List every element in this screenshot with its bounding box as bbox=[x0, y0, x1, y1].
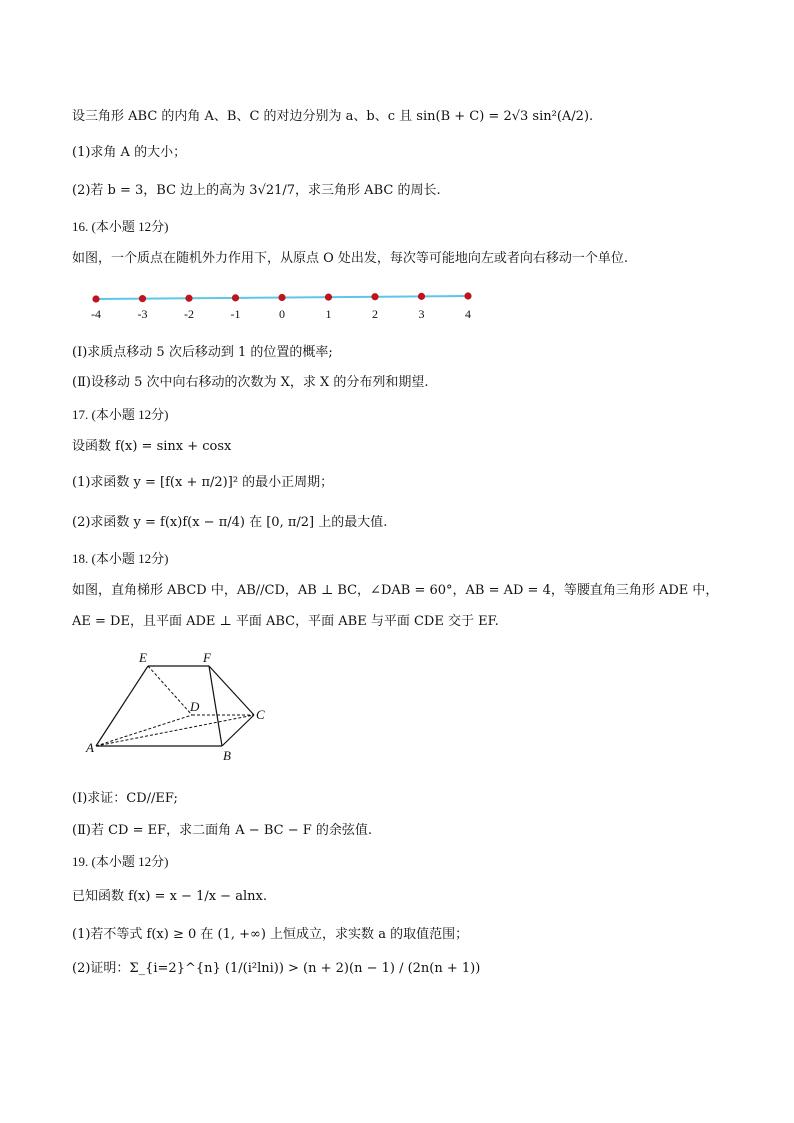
q19-stem: 已知函数 f(x) = x − 1/x − alnx. bbox=[72, 889, 267, 904]
q18-heading: 18. (本小题 12分) bbox=[72, 551, 169, 566]
q18-part1: (Ⅰ)求证：CD//EF; bbox=[72, 791, 178, 806]
q17-part2: (2)求函数 y = f(x)f(x − π/4) 在 [0, π/2] 上的最大值. bbox=[72, 515, 388, 530]
q15-part1: (1)求角 A 的大小； bbox=[72, 145, 187, 160]
q18-part2: (Ⅱ)若 CD = EF，求二面角 A − BC − F 的余弦值. bbox=[72, 823, 373, 838]
number-line-tick-label: -4 bbox=[91, 307, 101, 321]
prism-figure bbox=[82, 648, 282, 766]
vertex-label-B: B bbox=[223, 748, 231, 763]
edge-AC bbox=[96, 715, 254, 746]
q15-part2: (2)若 b = 3，BC 边上的高为 3√21/7，求三角形 ABC 的周长. bbox=[72, 183, 441, 198]
number-line-tick-label: 3 bbox=[418, 307, 425, 321]
q17-heading: 17. (本小题 12分) bbox=[72, 407, 169, 422]
edge-AE bbox=[96, 666, 148, 746]
edge-BC bbox=[222, 715, 254, 746]
q18-stem-line2: AE = DE，且平面 ADE ⊥ 平面 ABC，平面 ABE 与平面 CDE 交于 EF. bbox=[72, 614, 499, 629]
vertex-label-A: A bbox=[86, 740, 94, 755]
number-line-tick-label: 4 bbox=[465, 307, 471, 321]
vertex-label-F: F bbox=[203, 650, 211, 665]
q15-stem: 设三角形 ABC 的内角 A、B、C 的对边分别为 a、b、c 且 sin(B + C) = 2√3 sin²(A/2). bbox=[72, 109, 594, 124]
q17-stem: 设函数 f(x) = sinx + cosx bbox=[72, 439, 232, 454]
q17-part1: (1)求函数 y = [f(x + π/2)]² 的最小正周期； bbox=[72, 475, 334, 490]
edge-AD bbox=[96, 715, 192, 746]
q16-part2: (Ⅱ)设移动 5 次中向右移动的次数为 X，求 X 的分布列和期望. bbox=[72, 375, 429, 390]
number-line-point bbox=[371, 293, 378, 300]
number-line-figure bbox=[82, 282, 482, 328]
number-line-tick-label: -2 bbox=[184, 307, 194, 321]
number-line-point bbox=[92, 295, 99, 302]
q19-part1: (1)若不等式 f(x) ≥ 0 在 (1, +∞) 上恒成立，求实数 a 的取值范围； bbox=[72, 927, 469, 942]
q18-stem-line1: 如图，直角梯形 ABCD 中，AB//CD，AB ⊥ BC，∠DAB = 60°，AB = AD = 4，等腰直角三角形 ADE 中， bbox=[72, 583, 719, 598]
number-line-tick-label: -1 bbox=[230, 307, 241, 321]
number-line-point bbox=[278, 294, 285, 301]
q16-part1: (Ⅰ)求质点移动 5 次后移动到 1 的位置的概率; bbox=[72, 345, 333, 360]
vertex-label-D: D bbox=[190, 699, 200, 714]
number-line-tick-label: -3 bbox=[137, 307, 148, 321]
number-line-point bbox=[325, 294, 332, 301]
number-line-tick-label: 1 bbox=[325, 307, 332, 321]
q19-heading: 19. (本小题 12分) bbox=[72, 854, 169, 869]
number-line-point bbox=[418, 293, 425, 300]
q16-heading: 16. (本小题 12分) bbox=[72, 219, 169, 234]
q16-stem: 如图，一个质点在随机外力作用下，从原点 O 处出发，每次等可能地向左或者向右移动一个单位. bbox=[72, 251, 629, 266]
q19-part2: (2)证明：Σ_{i=2}^{n} (1/(i²lni)) > (n + 2)(n − 1) / (2n(n + 1)) bbox=[72, 961, 481, 976]
number-line-point bbox=[185, 295, 192, 302]
number-line-point bbox=[232, 294, 239, 301]
number-line-tick-label: 2 bbox=[372, 307, 378, 321]
number-line-tick-label: 0 bbox=[279, 307, 285, 321]
number-line-point bbox=[464, 292, 471, 299]
number-line-point bbox=[139, 295, 146, 302]
vertex-label-C: C bbox=[256, 707, 265, 722]
edge-ED bbox=[148, 666, 192, 715]
vertex-label-E: E bbox=[139, 650, 147, 665]
